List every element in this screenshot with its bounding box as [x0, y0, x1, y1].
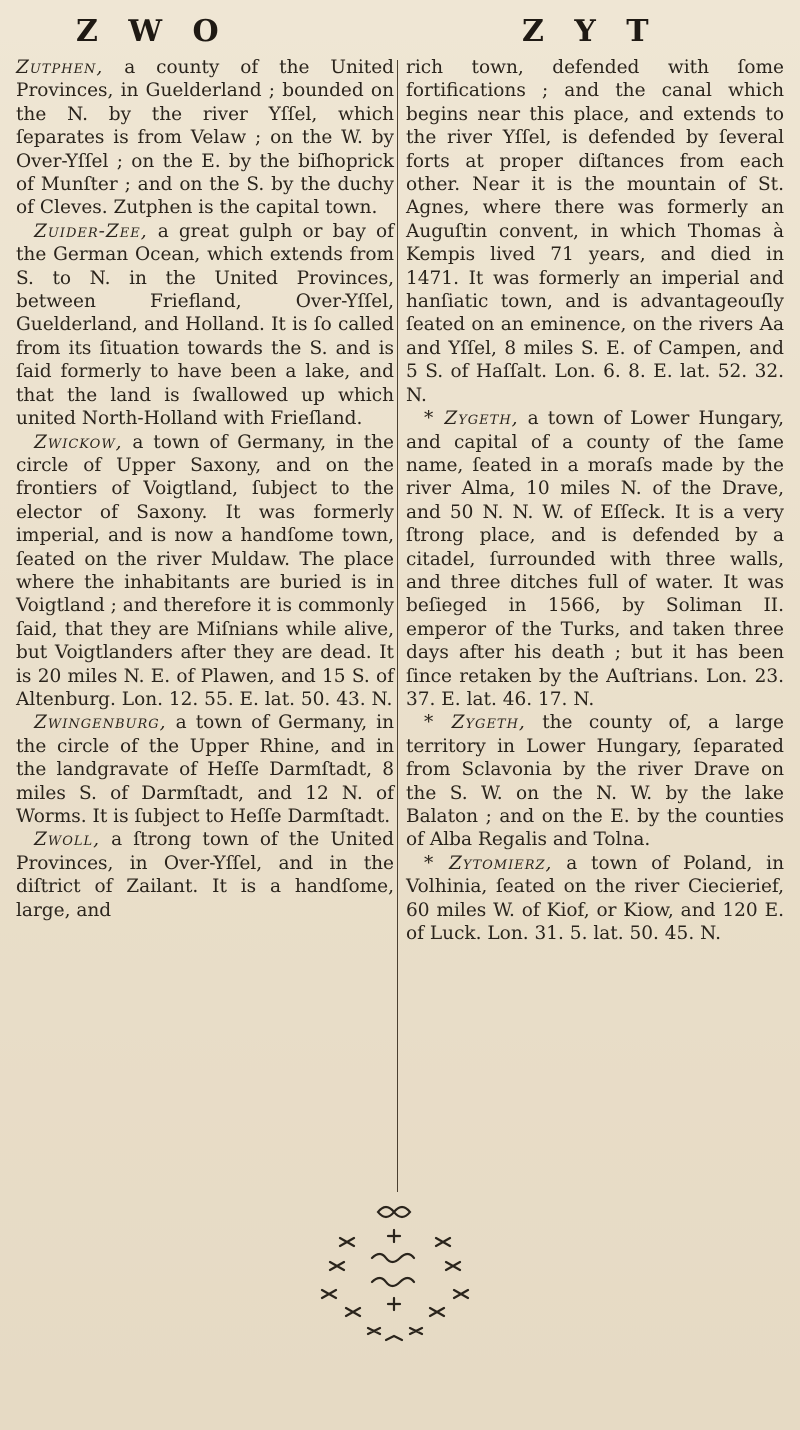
running-header [0, 14, 800, 54]
right-column [406, 56, 784, 945]
column-divider [397, 60, 398, 1192]
entry-zygeth-town [406, 407, 784, 711]
entry-body: rich town, defended with ſome fortifications ; and the canal which begins near this place, and extends to the river Yſſel, is defended by ſeveral forts at proper diſtances from each other. Near it is the mountain of St. Agnes, where there was formerly an Auguſtin convent, in which Thomas à Kempis lived 71 years, and died in 1471. It was formerly an imperial and hanſiatic town, and is advantageouſly ſeated on an eminence, on the rivers Aa and Yſſel, 8 miles S. E. of Campen, and 5 S. of Haſſalt. Lon. 6. 8. E. lat. 52. 32. N. [406, 57, 784, 406]
entry-head-word: Zuider-Zee, [34, 220, 148, 242]
entry-body: a ſtrong town of the United Provinces, in Over-Yſſel, and in the diſtrict of Zailant. It is a handſome, large, and [16, 829, 394, 921]
entry-zuider-zee [16, 220, 394, 431]
entry-head-word: Zwoll, [34, 829, 101, 851]
entry-head-word: * Zygeth, [424, 712, 526, 734]
right-running-head: Z Y T [522, 14, 659, 49]
entry-body: a town of Poland, in Volhinia, ſeated on the river Ciecierief, 60 miles W. of Kiof, or Kiow, and 120 E. of Luck. Lon. 31. 5. lat. 50. 45. N. [406, 852, 784, 945]
tailpiece-ornament-icon [290, 1200, 500, 1350]
left-column [16, 56, 394, 922]
entry-zygeth-county [406, 711, 784, 851]
entry-head-word: * Zygeth, [424, 408, 519, 430]
entry-zwoll [16, 828, 394, 922]
entry-zytomierz [406, 852, 784, 946]
entry-zwoll-continued [406, 56, 784, 407]
entry-zwingenburg [16, 711, 394, 828]
entry-zutphen [16, 56, 394, 220]
entry-head-word: Zwickow, [34, 431, 123, 453]
entry-body: the county of, a large territory in Lower Hungary, ſeparated from Sclavonia by the river Drave on the S. W. on the N. W. by the lake Balaton ; and on the E. by the counties of Alba Regalis and Tolna. [406, 712, 784, 851]
entry-body: a great gulph or bay of the German Ocean, which extends from S. to N. in the United Provinces, between Friefland, Over-Yſſel, Guelderland, and Holland. It is ſo called from its ſituation towards the S. and is ſaid formerly to have been a lake, and that the land is ſwallowed up which united North-Holland with Frieſland. [16, 220, 394, 430]
entry-head-word: Zutphen, [16, 57, 104, 78]
entry-body: a county of the United Provinces, in Guelderland ; bounded on the N. by the river Yſſel, which ſeparates is from Velaw ; on the W. by Over-Yſſel ; on the E. by the biſhoprick of Munſter ; and on the S. by the duchy of Cleves. Zutphen is the capital town. [16, 57, 394, 219]
entry-body: a town of Germany, in the circle of the Upper Rhine, and in the landgravate of Heſſe Darmſtadt, 8 miles S. of Darmſtadt, and 12 N. of Worms. It is ſubject to Heſſe Darmſtadt. [16, 712, 394, 827]
left-running-head: Z W O [76, 14, 229, 49]
entry-head-word: * Zytomierz, [424, 852, 553, 874]
entry-body: a town of Germany, in the circle of Upper Saxony, and on the frontiers of Voigtland, ſubject to the elector of Saxony. It was formerly imperial, and is now a handſome town, ſeated on the river Muldaw. The place where the inhabitants are buried is in Voigtland ; and therefore it is commonly ſaid, that they are Miſnians while alive, but Voigtlanders after they are dead. It is 20 miles N. E. of Plawen, and 15 S. of Altenburg. Lon. 12. 55. E. lat. 50. 43. N. [16, 431, 394, 710]
entry-head-word: Zwingenburg, [34, 712, 167, 734]
entry-body: a town of Lower Hungary, and capital of a county of the ſame name, ſeated in a moraſs made by the river Alma, 10 miles N. of the Drave, and 50 N. N. W. of Eſſeck. It is a very ſtrong place, and is defended by a citadel, ſurrounded with three walls, and three ditches full of water. It was beſieged in 1566, by Soliman II. emperor of the Turks, and taken three days after his death ; but it has been ſince retaken by the Auſtrians. Lon. 23. 37. E. lat. 46. 17. N. [406, 408, 784, 710]
entry-zwickow [16, 431, 394, 712]
